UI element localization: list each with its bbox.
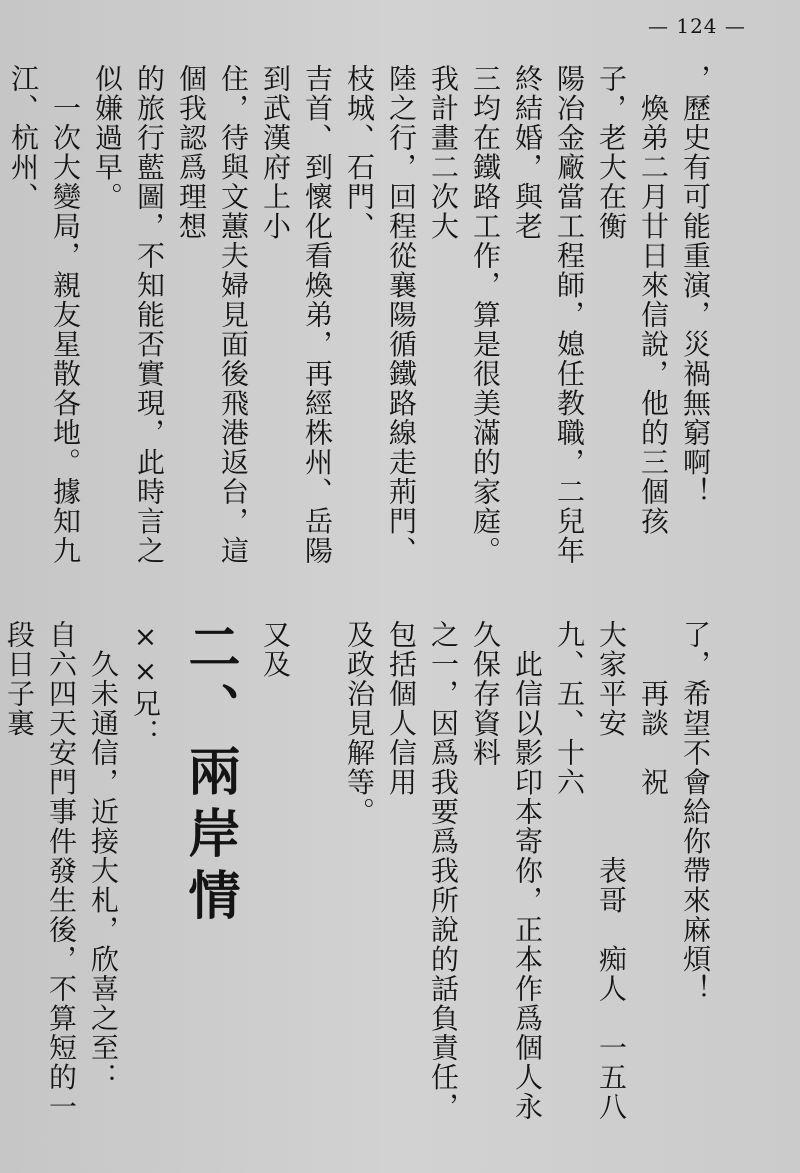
text-line: 再談 祝: [637, 620, 670, 797]
text-line: [0, 64, 2, 584]
page-number: — 124 —: [648, 14, 746, 38]
text-line: ，歷史有可能重演，災禍無窮啊！: [679, 64, 712, 507]
top-text-block: [0, 64, 716, 584]
text-line: 三均在鐵路工作，算是很美滿的家庭。我計畫二次大: [427, 64, 502, 566]
bottom-text-block: [0, 620, 716, 1150]
text-line: 之一，因爲我要爲我所說的話負責任，包括個人信用: [385, 620, 460, 1122]
text-line: 陸之行，回程從襄陽循鐵路線走荊門、枝城、石門、: [343, 64, 418, 566]
text-line: 的旅行藍圖，不知能否實現，此時言之似嫌過早。: [91, 64, 166, 566]
salutation: ××兄：: [129, 620, 162, 748]
postscript-mark: 又及: [259, 620, 334, 1151]
text-line: 了，希望不會給你帶來麻煩！: [679, 620, 712, 1004]
signature-line: 大家平安 表哥 痴人 一五八九、五、十六: [553, 620, 628, 1122]
text-line: 及政治見解等。: [343, 620, 376, 827]
text-line: 久未通信，近接大札，欣喜之至：: [87, 620, 120, 1092]
text-line: 自六四天安門事件發生後，不算短的一段日子裏: [3, 620, 78, 1122]
text-line: 煥弟二月廿日來信說，他的三個孩子，老大在衡: [595, 64, 670, 536]
section-heading: 二、兩岸情: [179, 620, 240, 930]
text-line: 吉首、到懷化看煥弟，再經株州、岳陽到武漢府上小: [259, 64, 334, 566]
text-line: 一次大變局，親友星散各地。據知九江、杭州、: [7, 64, 82, 566]
text-line: 陽冶金廠當工程師，媳任教職，二兒年終結婚，與老: [511, 64, 586, 566]
text-line: 住，待與文蕙夫婦見面後飛港返台，這個我認爲理想: [175, 64, 250, 566]
text-line: 此信以影印本寄你，正本作爲個人永久保存資料: [469, 620, 544, 1122]
